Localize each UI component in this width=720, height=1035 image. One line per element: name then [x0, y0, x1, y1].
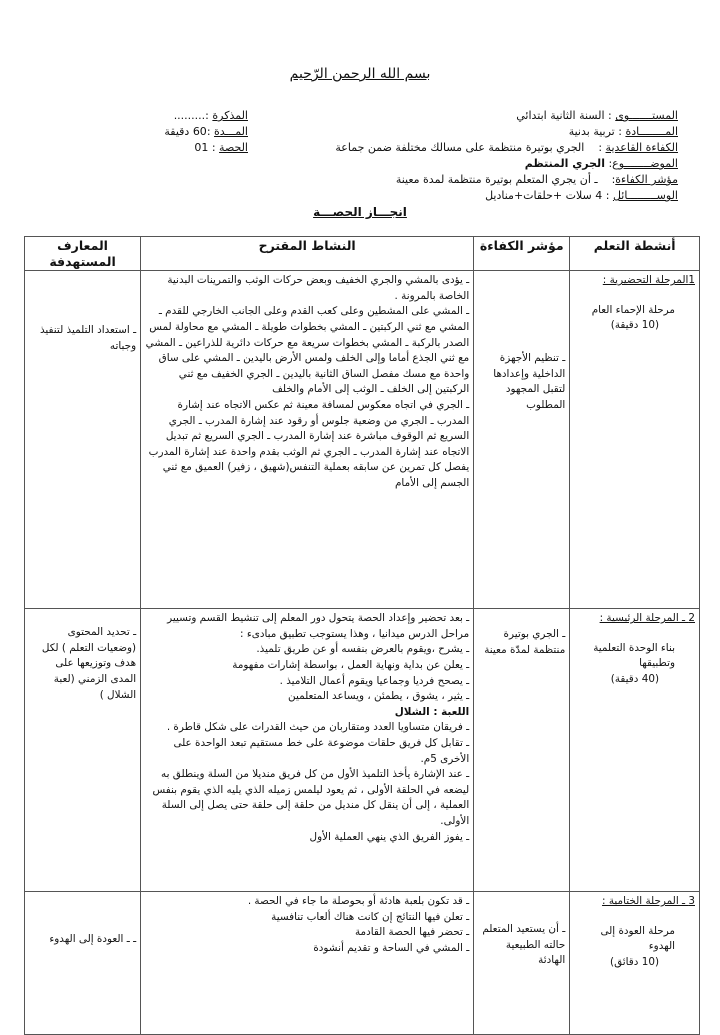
activity-line: ـ تحضر فيها الحصة القادمة: [354, 926, 470, 939]
activity-line: ـ فريقان متساويا العدد ومتقاربان من حيث القدرات على شكل قاطرة .: [166, 721, 470, 734]
activity-cell: [141, 609, 474, 892]
subject-label: المــــــــادة: [625, 125, 678, 138]
duration-value: 60 دقيقة: [164, 125, 207, 138]
phase-cell: [570, 271, 700, 609]
base-competence-value: الجري بوتيرة منتظمة على مسالك مختلفة ضمن جماعة: [335, 141, 585, 154]
header-duration: المـــدة :60 دقيقة: [164, 125, 248, 138]
activity-line: ـ بعد تحضير وإعداد الحصة يتحول دور المعلم إلى تنشيط القسم وتسيير مراحل الدرس ميدانيا ، وهذا يستوجب تطبيق مبادىء :: [167, 612, 470, 640]
activity-cell: [141, 892, 474, 1035]
indicator-text: ـ أن يستعيد المتعلم حالته الطبيعية الهادئة: [482, 923, 566, 967]
section-title-text: انجـــاز الحصـــة: [313, 205, 407, 219]
indicator-cell: [474, 271, 570, 609]
phase-title: 3 ـ المرحلة الختامية :: [602, 895, 695, 908]
activity-line: يفصل كل تمرين عن سابقه بعملية التنفس(شهيق ، زفير) العميق مع ثني الجسم إلى الأمام: [162, 461, 470, 489]
header-tools: الوســـــــــائل : 4 سلات +حلقات+مناديل: [485, 189, 678, 202]
activity-line: ـ المشي على المشطين وعلى كعب القدم وعلى الجانب الخارجي للقدم ـ المشي مع ثني الركبتين ـ المشي بخطوات طويلة ـ المشي مع محاولة لمس الصدر بالركبة ـ المشي بخطوات سريعة مع حركات دائرية للذراعين ـ المشي مع ثني الجذع أماما وإلى الخلف ولمس الأرض باليدين ـ المشي على ساق واحدة مع مسك مفصل الساق الثانية باليدين ـ الجري الخفيف مع ثني الركبتين إلى الخلف ـ الوثب إلى الأمام والخلف: [145, 305, 470, 396]
knowledge-text: ـ استعداد التلميذ لتنفيذ وجباته: [39, 324, 137, 352]
header-activity: النشاط المقترح: [141, 237, 474, 271]
indicator-text: ـ الجري بوتيرة منتظمة لمدّة معينة: [484, 628, 566, 656]
table-header-row: [25, 237, 700, 271]
indicator-label: مؤشر الكفاءة: [615, 173, 678, 186]
lesson-table: [24, 236, 700, 1035]
activity-line: ـ قد تكون بلعبة هادئة أو بحوصلة ما جاء في الحصة .: [247, 895, 470, 908]
knowledge-text: ـ ـ العودة إلى الهدوء: [49, 933, 137, 946]
header-info-right: [258, 108, 678, 204]
indicator-cell: [474, 892, 570, 1035]
knowledge-cell: [25, 892, 141, 1035]
activity-line: ـ يؤدى بالمشي والجري الخفيف وبعض حركات الوثب والتمرينات البدنية الخاصة بالمرونة .: [167, 274, 470, 302]
phase-name: مرحلة الإحماء العام: [591, 303, 675, 316]
activity-line: ـ يصحح فرديا وجماعيا ويقوم أعمال التلاميذ .: [279, 674, 470, 687]
indicator-cell: [474, 609, 570, 892]
phase-title: 2 ـ المرحلة الرئيسية :: [599, 612, 695, 625]
header-indicator-col: مؤشر الكفاءة: [474, 237, 570, 271]
knowledge-cell: [25, 271, 141, 609]
table-row: [25, 609, 700, 892]
memo-value: .........: [173, 109, 206, 122]
activity-line: ـ تعلن فيها النتائج إن كانت هناك ألعاب تنافسية: [271, 910, 470, 923]
activity-line: ـ الجري في اتجاه معكوس لمسافة معينة ثم عكس الاتجاه عند إشارة المدرب ـ الجري من وضعية جلوس أو رقود عند إشارة المدرب ـ الجري السريع ثم الوقوف مباشرة عند إشارة المدرب ـ الجري السريع ثم تبديل الاتجاه عند إشارة المدرب ـ الجري ثم الوثب بقدم واحدة عند إشارة المدرب: [148, 398, 470, 458]
basmala-text: بسم الله الرحمن الرّحيم: [289, 66, 431, 82]
game-title: اللعبة : الشلال: [394, 705, 470, 718]
activity-line: ـ يثير ، يشوق ، يطمئن ، ويساعد المتعلمين: [288, 690, 470, 703]
topic-value: الجري المنتظم: [524, 157, 605, 170]
tools-label: الوســـــــــائل: [612, 189, 678, 202]
header-session: الحصة : 01: [194, 141, 248, 154]
header-topic: الموضــــــــوع: الجري المنتظم: [524, 157, 678, 170]
activity-line: ـ عند الإشارة يأخذ التلميذ الأول من كل فريق منديلا من السلة وينطلق به ليضعه في الحلقة الأولى ، ثم يعود ليلمس زميله الذي يليه الذي يقوم بنفس العملية ، إلى أن ينقل كل منديل من حلقة إلى حلقة حتى يصل إلى السلة الأولى.: [152, 768, 470, 827]
header-phase: أنشطة التعلم: [570, 237, 700, 271]
phase-name: بناء الوحدة التعلمية وتطبيقها: [593, 641, 675, 670]
topic-label: الموضــــــــوع: [612, 157, 678, 170]
header-indicator: مؤشر الكفاءة: ـ أن يجري المتعلم بوتيرة منتظمة لمدة معينة: [395, 173, 678, 186]
phase-duration: (10 دقائق): [610, 955, 659, 968]
phase-cell: [570, 609, 700, 892]
phase-cell: [570, 892, 700, 1035]
subject-value: تربية بدنية: [568, 125, 615, 138]
table-row: [25, 892, 700, 1035]
activity-line: ـ يشرح ،ويقوم بالعرض بنفسه أو عن طريق تلميذ.: [256, 643, 470, 656]
activity-line: ـ يعلن عن بداية ونهاية العمل ، بواسطة إشارات مفهومة: [232, 658, 470, 671]
memo-label: المذكرة: [212, 109, 248, 122]
activity-cell: [141, 271, 474, 609]
level-label: المستـــــــوى: [615, 109, 678, 122]
phase-duration: (40 دقيقة): [610, 672, 659, 685]
table-row: [25, 271, 700, 609]
base-competence-label: الكفاءة القاعدية: [605, 141, 678, 154]
activity-line: ـ يفوز الفريق الذي ينهي العملية الأول: [309, 830, 470, 843]
phase-duration: (10 دقيقة): [610, 319, 659, 332]
header-knowledge: المعارف المستهدفة: [25, 237, 141, 271]
phase-name: مرحلة العودة إلى الهدوء: [600, 924, 675, 953]
phase-title: 1المرحلة التحضيرية :: [602, 274, 695, 287]
level-value: السنة الثانية ابتدائي: [516, 109, 605, 122]
header-memo: المذكرة :.........: [173, 109, 248, 122]
header-base-competence: الكفاءة القاعدية : الجري بوتيرة منتظمة على مسالك مختلفة ضمن جماعة: [335, 141, 678, 154]
session-label: الحصة: [219, 141, 248, 154]
header-subject: المــــــــادة : تربية بدنية: [568, 125, 678, 138]
header-info-left: [108, 108, 248, 156]
activity-line: ـ المشي في الساحة و تقديم أنشودة: [313, 941, 470, 954]
section-title: [0, 205, 720, 219]
header-level: المستـــــــوى : السنة الثانية ابتدائي: [516, 109, 678, 122]
knowledge-text: ـ تحديد المحتوى (وضعيات التعلم ) لكل هدف وتوزيعها على المدى الزمني (لعبة الشلال ): [41, 626, 137, 701]
indicator-value: ـ أن يجري المتعلم بوتيرة منتظمة لمدة معينة: [395, 173, 598, 186]
activity-line: ـ تقابل كل فريق حلقات موضوعة على خط مستقيم تبعد الواحدة على الأخرى 5م.: [173, 736, 470, 765]
duration-label: المـــدة: [214, 125, 248, 138]
knowledge-cell: [25, 609, 141, 892]
session-value: 01: [194, 141, 209, 154]
tools-value: 4 سلات +حلقات+مناديل: [485, 189, 603, 202]
indicator-text: ـ تنظيم الأجهزة الداخلية وإعدادها لتقبل المجهود المطلوب: [493, 352, 566, 411]
basmala-heading: [0, 66, 720, 82]
